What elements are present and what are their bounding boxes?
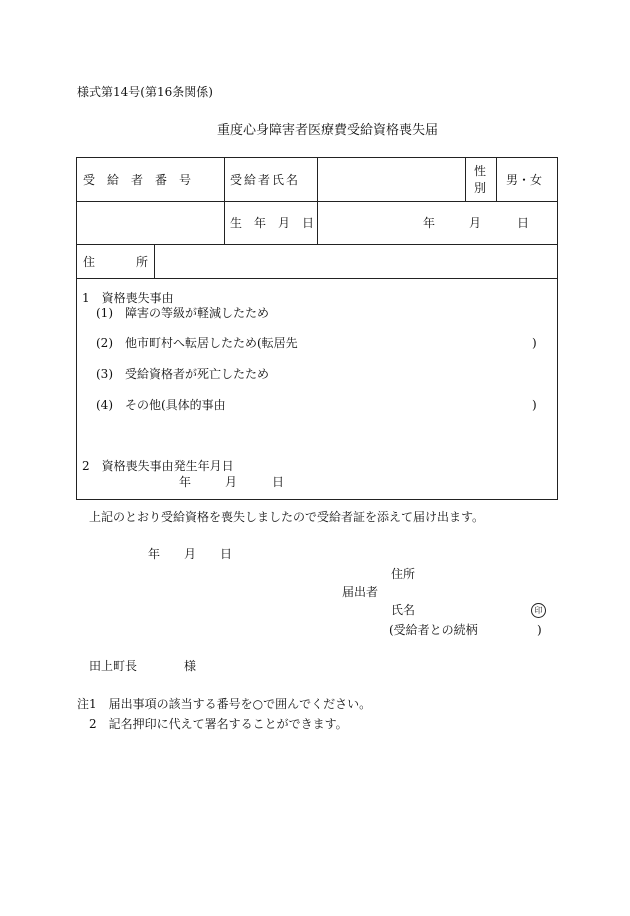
birthdate-day: 日 (517, 216, 530, 230)
reason-item-1[interactable]: (1) 障害の等級が軽減したため (96, 306, 269, 320)
form-title: 重度心身障害者医療費受給資格喪失届 (217, 123, 439, 138)
submission-month: 月 (184, 547, 197, 561)
relationship-close: ) (537, 623, 542, 637)
submission-day: 日 (220, 547, 233, 561)
occurrence-heading: 2 資格喪失事由発生年月日 (82, 459, 234, 473)
seal-mark: 印 (531, 603, 546, 618)
table-rule (224, 158, 225, 244)
reason-item-2-close: ) (532, 336, 537, 350)
addressee-name: 田上町長 (89, 659, 138, 673)
reason-item-4-close: ) (532, 398, 537, 412)
birthdate-label: 生 年 月 日 (230, 216, 315, 230)
occurrence-year: 年 (179, 475, 192, 489)
recipient-name-label: 受給者氏名 (230, 173, 301, 187)
relationship-label: (受給者との続柄 (389, 623, 478, 637)
gender-options[interactable]: 男・女 (506, 173, 543, 187)
table-rule (77, 244, 557, 245)
reason-item-2[interactable]: (2) 他市町村へ転居したため(転居先 (96, 336, 298, 350)
gender-label-bottom: 別 (474, 181, 487, 195)
birthdate-month: 月 (469, 216, 482, 230)
table-rule (496, 158, 497, 201)
form-number: 様式第14号(第16条関係) (77, 85, 213, 99)
notifier-label: 届出者 (342, 585, 379, 599)
table-rule (77, 278, 557, 279)
addressee-honorific: 様 (184, 659, 197, 673)
declaration-text: 上記のとおり受給資格を喪失しましたので受給者証を添えて届け出ます。 (89, 510, 485, 524)
submission-year: 年 (148, 547, 161, 561)
note-2: 2 記名押印に代えて署名することができます。 (89, 717, 348, 731)
table-rule (317, 158, 318, 244)
applicant-address-label: 住所 (391, 567, 416, 581)
occurrence-day: 日 (272, 475, 285, 489)
reasons-heading: 1 資格喪失事由 (82, 291, 174, 305)
reason-item-4[interactable]: (4) その他(具体的事由 (96, 398, 226, 412)
recipient-number-label: 受 給 者 番 号 (83, 173, 192, 187)
table-rule (465, 158, 466, 201)
birthdate-year: 年 (423, 216, 436, 230)
form-table (76, 157, 558, 500)
occurrence-month: 月 (225, 475, 238, 489)
note-1: 注1 届出事項の該当する番号を○で囲んでください。 (77, 697, 372, 711)
reason-item-3[interactable]: (3) 受給資格者が死亡したため (96, 367, 269, 381)
applicant-name-label: 氏名 (391, 603, 416, 617)
address-label-right: 所 (136, 255, 149, 269)
gender-label-top: 性 (474, 164, 487, 178)
address-label-left: 住 (83, 255, 96, 269)
table-rule (154, 244, 155, 278)
